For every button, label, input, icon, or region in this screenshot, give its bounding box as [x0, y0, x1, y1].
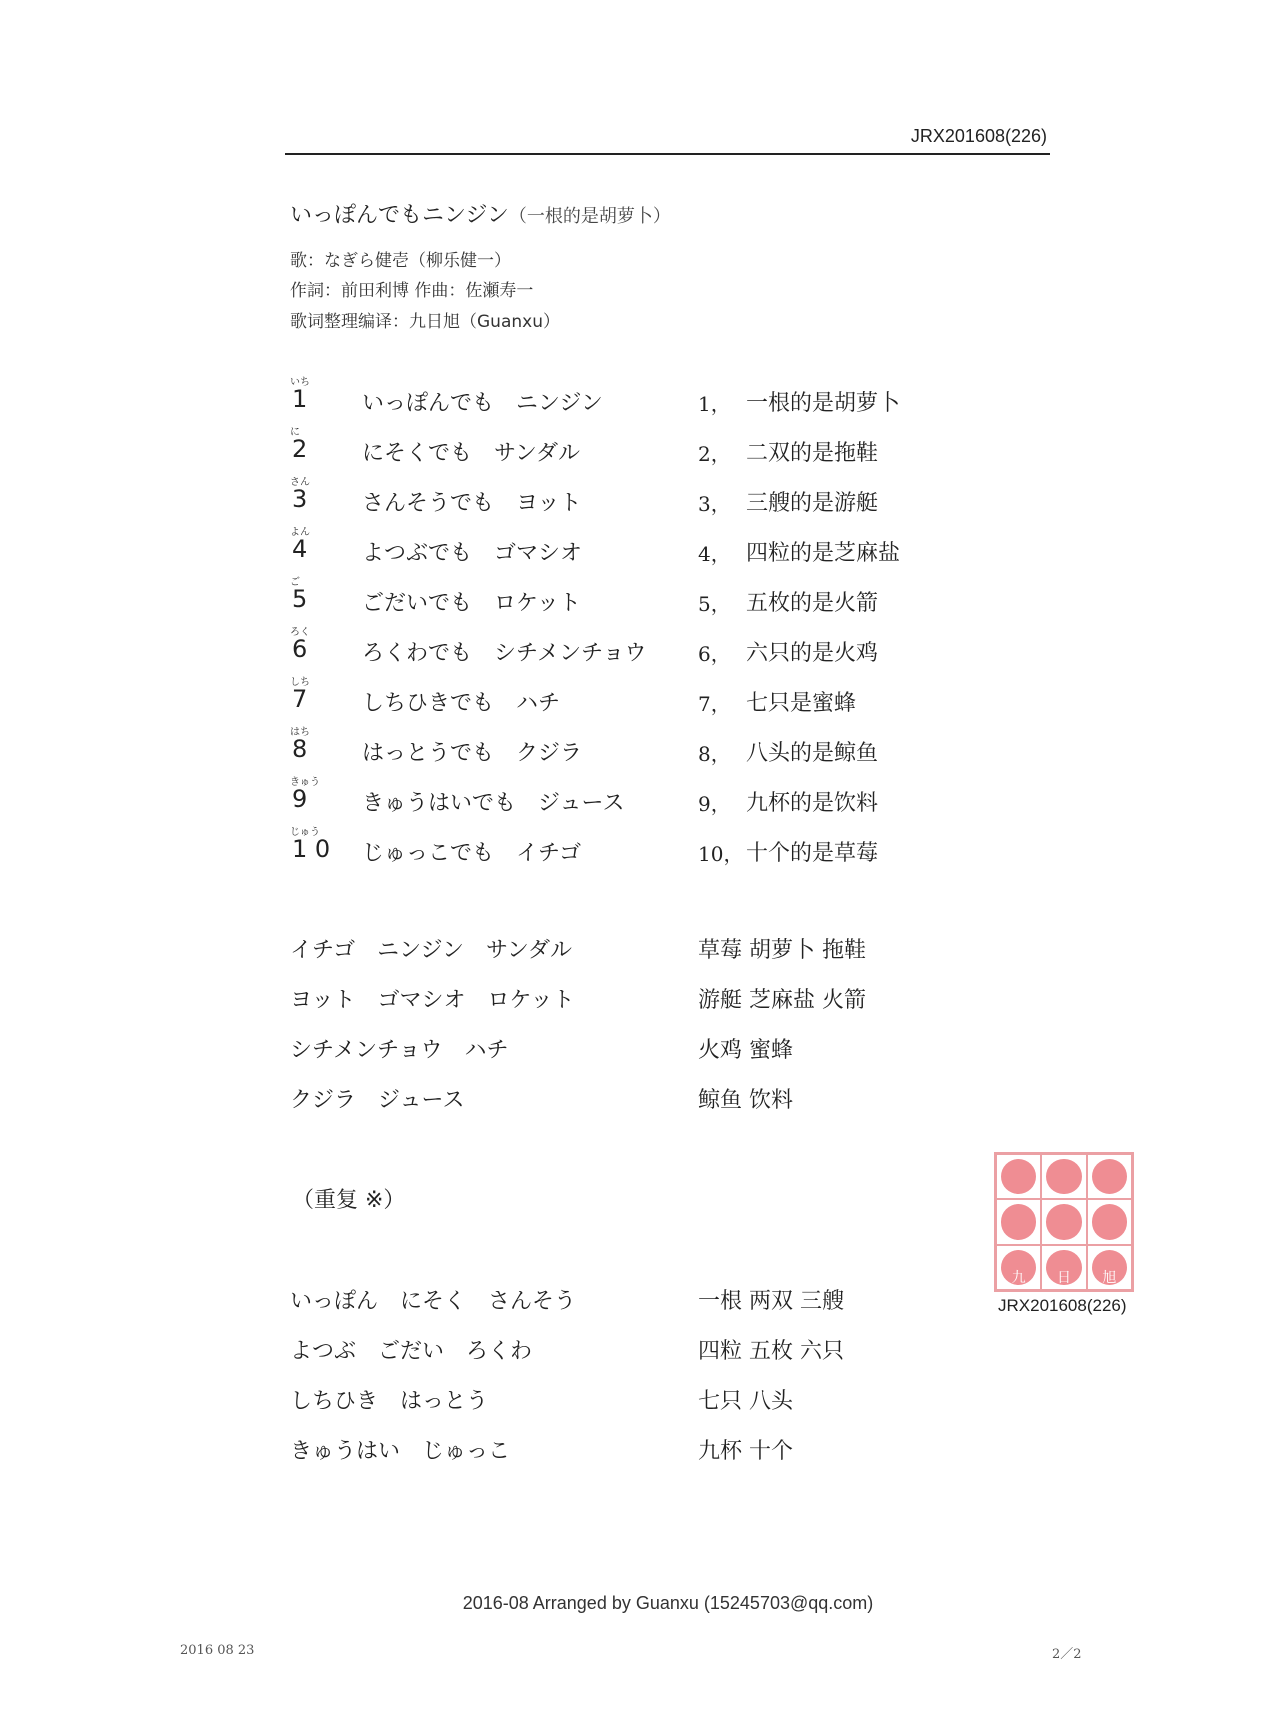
verse-japanese: しちひきでも ハチ	[362, 691, 561, 716]
verse-chinese: 七只是蜜蜂	[746, 691, 857, 716]
verse-number: 8	[292, 735, 308, 763]
verse-number: 6	[292, 635, 308, 663]
document-code: JRX201608(226)	[910, 126, 1047, 146]
header-rule	[285, 153, 1050, 155]
verse-chinese: 二双的是拖鞋	[746, 441, 879, 466]
verse-number: 1 0	[292, 835, 331, 863]
verse-number: 7	[292, 685, 308, 713]
print-date: 2016 08 23	[180, 1643, 255, 1658]
verse-ruby: しち	[290, 677, 310, 688]
verse-chinese: 三艘的是游艇	[746, 491, 879, 516]
verse-ruby: きゅう	[290, 777, 320, 788]
verse-japanese: さんそうでも ヨット	[362, 491, 582, 516]
verse-chinese-number: 9，	[698, 792, 731, 816]
verse-ruby: はち	[290, 727, 310, 738]
chorus-japanese: クジラ ジュース	[290, 1088, 465, 1113]
seal-stamp: 九 日 旭	[994, 1152, 1134, 1292]
verse-ruby: ろく	[290, 627, 310, 638]
verse-japanese: はっとうでも クジラ	[362, 741, 583, 766]
counting-chinese: 七只 八头	[698, 1389, 793, 1414]
verse-chinese-number: 4，	[698, 542, 731, 566]
footer-credit: 2016-08 Arranged by Guanxu (15245703@qq.com)	[462, 1593, 874, 1613]
credit-singer: 歌：なぎら健壱（柳乐健一）	[290, 251, 511, 271]
verse-chinese: 一根的是胡萝卜	[746, 391, 901, 416]
verse-ruby: さん	[290, 477, 310, 488]
verse-number: 3	[292, 485, 308, 513]
verse-japanese: いっぽんでも ニンジン	[362, 391, 603, 416]
verse-number: 5	[292, 585, 308, 613]
chorus-chinese: 火鸡 蜜蜂	[698, 1038, 793, 1063]
verse-number: 2	[292, 435, 308, 463]
chorus-chinese: 草莓 胡萝卜 拖鞋	[698, 938, 866, 963]
chorus-japanese: イチゴ ニンジン サンダル	[290, 938, 573, 963]
stamp-code: JRX201608(226)	[998, 1296, 1127, 1315]
verse-ruby: いち	[290, 377, 310, 388]
credit-writers: 作詞：前田利博 作曲：佐瀬寿一	[290, 281, 534, 301]
verse-chinese-number: 10，	[698, 842, 744, 866]
counting-japanese: きゅうはい じゅっこ	[290, 1439, 511, 1464]
verse-chinese: 四粒的是芝麻盐	[746, 541, 901, 566]
counting-japanese: よつぶ ごだい ろくわ	[290, 1339, 533, 1364]
verse-japanese: よつぶでも ゴマシオ	[362, 541, 583, 566]
verse-japanese: じゅっこでも イチゴ	[362, 841, 582, 866]
verse-chinese: 五枚的是火箭	[746, 591, 879, 616]
verse-japanese: ごだいでも ロケット	[362, 591, 581, 616]
verse-chinese: 九杯的是饮料	[746, 791, 879, 816]
verse-chinese: 十个的是草莓	[746, 841, 879, 866]
verse-chinese-number: 3，	[698, 492, 731, 516]
verse-number: 1	[292, 385, 308, 413]
verse-ruby: ご	[290, 577, 300, 588]
verse-chinese-number: 5，	[698, 592, 731, 616]
verse-chinese-number: 6，	[698, 642, 731, 666]
verse-number: 9	[292, 785, 308, 813]
credit-arranger: 歌词整理编译：九日旭（Guanxu）	[290, 312, 560, 332]
page-number: 2／2	[1052, 1647, 1082, 1662]
verse-ruby: に	[290, 427, 300, 438]
counting-chinese: 四粒 五枚 六只	[698, 1339, 844, 1364]
repeat-marker: （重复 ※）	[292, 1188, 406, 1213]
verse-chinese-number: 7，	[698, 692, 731, 716]
chorus-japanese: シチメンチョウ ハチ	[290, 1038, 509, 1063]
verse-ruby: よん	[290, 527, 310, 538]
title-chinese: （一根的是胡萝卜）	[508, 206, 671, 227]
verse-japanese: きゅうはいでも ジュース	[362, 791, 625, 816]
song-title	[290, 198, 671, 229]
verse-japanese: にそくでも サンダル	[362, 441, 581, 466]
verse-chinese-number: 2，	[698, 442, 731, 466]
title-japanese: いっぽんでもニンジン	[290, 203, 509, 228]
counting-chinese: 一根 两双 三艘	[698, 1289, 844, 1314]
chorus-chinese: 鲸鱼 饮料	[698, 1088, 793, 1113]
verse-ruby: じゅう	[290, 827, 320, 838]
verse-number: 4	[292, 535, 308, 563]
counting-chinese: 九杯 十个	[698, 1439, 793, 1464]
verse-chinese-number: 1，	[698, 392, 731, 416]
verse-japanese: ろくわでも シチメンチョウ	[362, 641, 647, 666]
verse-chinese: 六只的是火鸡	[746, 641, 879, 666]
chorus-japanese: ヨット ゴマシオ ロケット	[290, 988, 575, 1013]
verse-chinese-number: 8，	[698, 742, 731, 766]
counting-japanese: いっぽん にそく さんそう	[290, 1289, 577, 1314]
verse-chinese: 八头的是鲸鱼	[746, 741, 879, 766]
counting-japanese: しちひき はっとう	[290, 1389, 489, 1414]
chorus-chinese: 游艇 芝麻盐 火箭	[698, 988, 866, 1013]
